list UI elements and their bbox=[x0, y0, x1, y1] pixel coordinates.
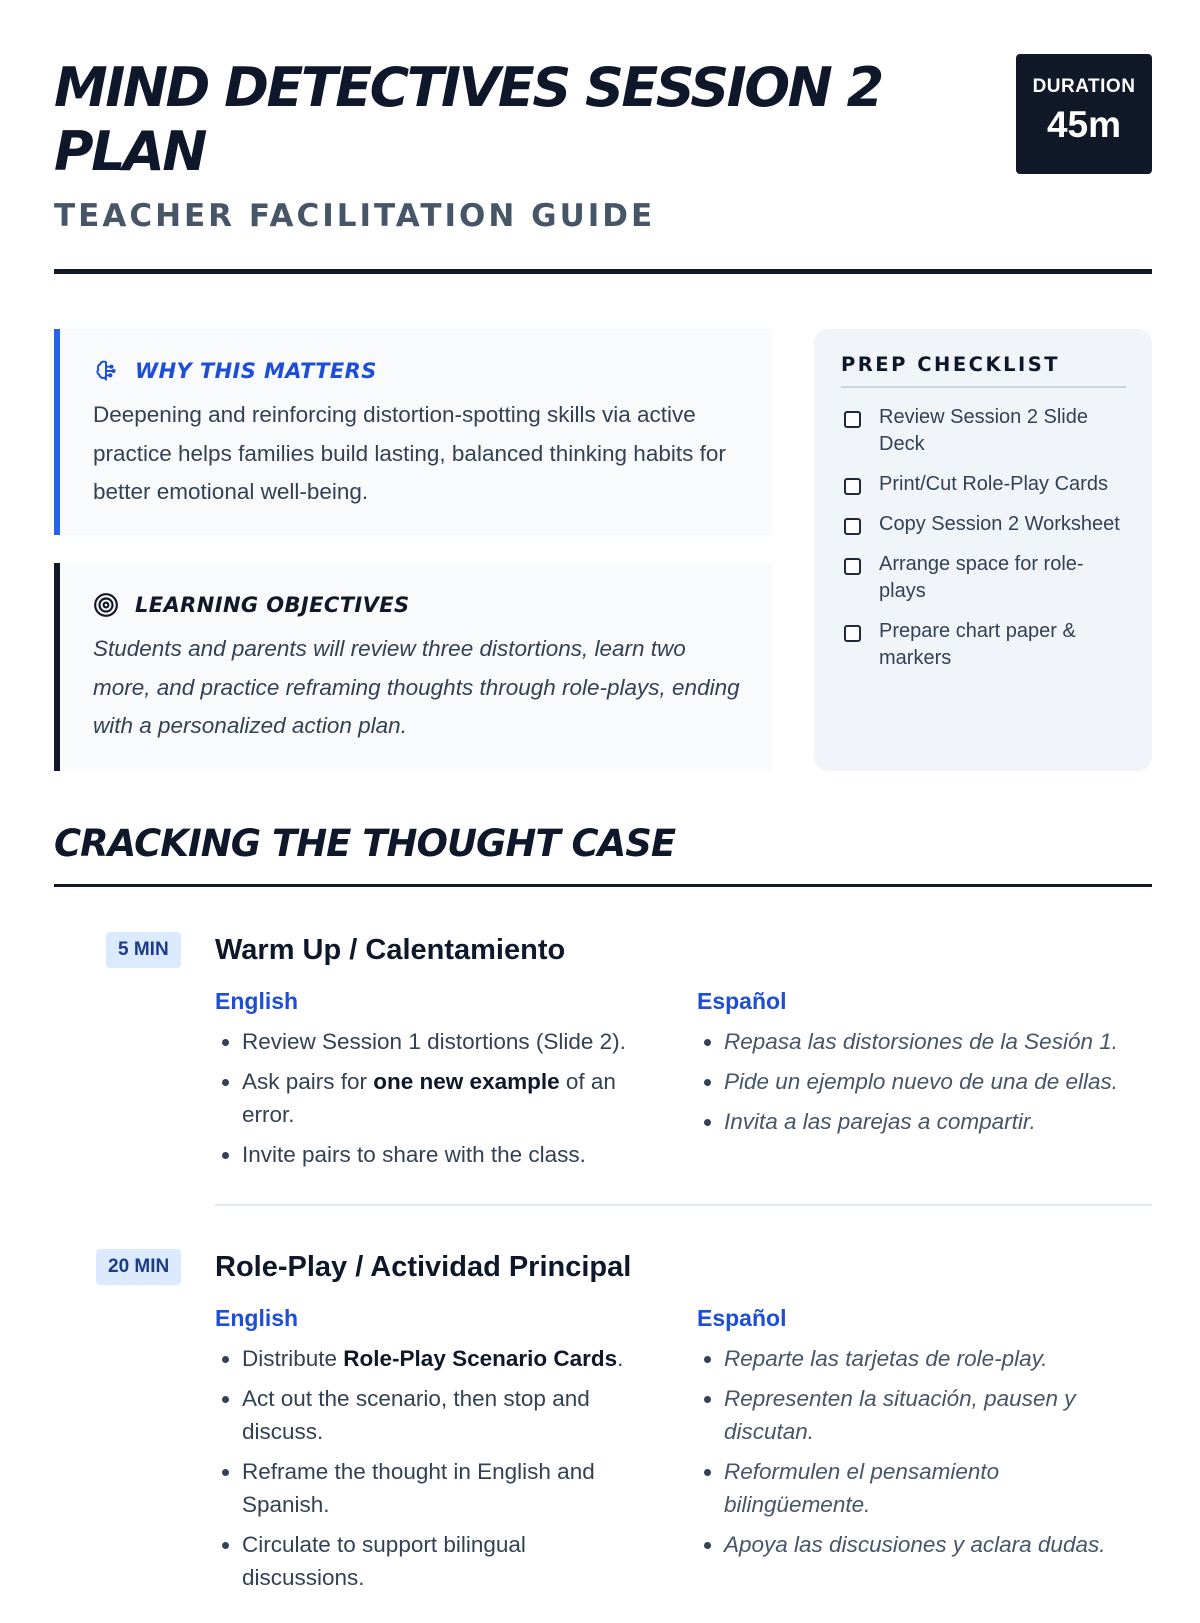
why-this-matters-title: WHY THIS MATTERS bbox=[135, 359, 377, 383]
page-subtitle: TEACHER FACILITATION GUIDE bbox=[54, 198, 656, 234]
list-item: • Review Session 1 distortions (Slide 2). bbox=[242, 1025, 635, 1058]
target-icon bbox=[93, 592, 119, 618]
list-item: • Act out the scenario, then stop and discuss. bbox=[242, 1382, 635, 1448]
checkbox[interactable] bbox=[844, 558, 861, 575]
list-item: • Reparte las tarjetas de role-play. bbox=[724, 1342, 1142, 1375]
checklist-item-label: Prepare chart paper & markers bbox=[879, 620, 1076, 669]
english-column bbox=[215, 1305, 635, 1601]
checkbox[interactable] bbox=[844, 411, 861, 428]
brain-icon bbox=[93, 358, 119, 384]
list-item: • Distribute Role-Play Scenario Cards. bbox=[242, 1342, 635, 1375]
learning-objectives-callout bbox=[54, 563, 772, 771]
prep-checklist-title: PREP CHECKLIST bbox=[841, 353, 1126, 388]
why-this-matters-text: Deepening and reinforcing distortion-spotting skills via active practice helps families build lasting, balanced thinking habits for better emotional well-being. bbox=[93, 402, 726, 504]
learning-objectives-text: Students and parents will review three distortions, learn two more, and practice reframing thoughts through role-plays, ending with a personalized action plan. bbox=[93, 636, 740, 738]
checkbox[interactable] bbox=[844, 478, 861, 495]
duration-label: DURATION bbox=[1032, 76, 1136, 97]
activity-block-role-play bbox=[54, 1243, 1152, 1623]
checklist-item[interactable] bbox=[841, 618, 1126, 672]
activity-block-warm-up bbox=[54, 926, 1152, 1206]
list-item: • Invite pairs to share with the class. bbox=[242, 1138, 635, 1171]
list-item: • Apoya las discusiones y aclara dudas. bbox=[724, 1528, 1142, 1561]
list-item: • Pide un ejemplo nuevo de una de ellas. bbox=[724, 1065, 1142, 1098]
spanish-column bbox=[697, 988, 1142, 1145]
prep-checklist bbox=[814, 329, 1152, 771]
time-badge: 20 MIN bbox=[96, 1249, 181, 1285]
checklist-item[interactable] bbox=[841, 404, 1126, 458]
checklist-item[interactable] bbox=[841, 511, 1126, 538]
learning-objectives-title: LEARNING OBJECTIVES bbox=[135, 593, 410, 617]
list-item: • Reformulen el pensamiento bilingüemente. bbox=[724, 1455, 1142, 1521]
list-item: • Circulate to support bilingual discussions. bbox=[242, 1528, 635, 1594]
section-title: CRACKING THE THOUGHT CASE bbox=[54, 822, 1152, 887]
page-title: MIND DETECTIVES SESSION 2 PLAN bbox=[54, 56, 882, 183]
checklist-item-label: Review Session 2 Slide Deck bbox=[879, 406, 1088, 455]
page-header bbox=[54, 0, 1152, 274]
checklist-item-label: Copy Session 2 Worksheet bbox=[879, 513, 1120, 535]
checklist-item[interactable] bbox=[841, 551, 1126, 605]
list-item: • Invita a las parejas a compartir. bbox=[724, 1105, 1142, 1138]
spanish-column bbox=[697, 1305, 1142, 1568]
english-column bbox=[215, 988, 635, 1178]
lesson-plan-page bbox=[54, 0, 1152, 1590]
why-this-matters-callout bbox=[54, 329, 772, 535]
list-item: • Repasa las distorsiones de la Sesión 1. bbox=[724, 1025, 1142, 1058]
checkbox[interactable] bbox=[844, 518, 861, 535]
spanish-label: Español bbox=[697, 988, 787, 1014]
duration-badge bbox=[1016, 54, 1152, 174]
list-item: • Ask pairs for one new example of an error. bbox=[242, 1065, 635, 1131]
time-badge: 5 MIN bbox=[106, 932, 181, 968]
list-item: • Representen la situación, pausen y discutan. bbox=[724, 1382, 1142, 1448]
activity-title: Warm Up / Calentamiento bbox=[215, 934, 566, 966]
activity-title: Role-Play / Actividad Principal bbox=[215, 1251, 632, 1283]
checklist-item[interactable] bbox=[841, 471, 1126, 498]
english-label: English bbox=[215, 1305, 299, 1331]
checklist-item-label: Print/Cut Role-Play Cards bbox=[879, 473, 1108, 495]
checklist-item-label: Arrange space for role-plays bbox=[879, 553, 1084, 602]
english-label: English bbox=[215, 988, 299, 1014]
list-item: • Reframe the thought in English and Spanish. bbox=[242, 1455, 635, 1521]
checkbox[interactable] bbox=[844, 625, 861, 642]
duration-value: 45m bbox=[1046, 104, 1122, 145]
spanish-label: Español bbox=[697, 1305, 787, 1331]
